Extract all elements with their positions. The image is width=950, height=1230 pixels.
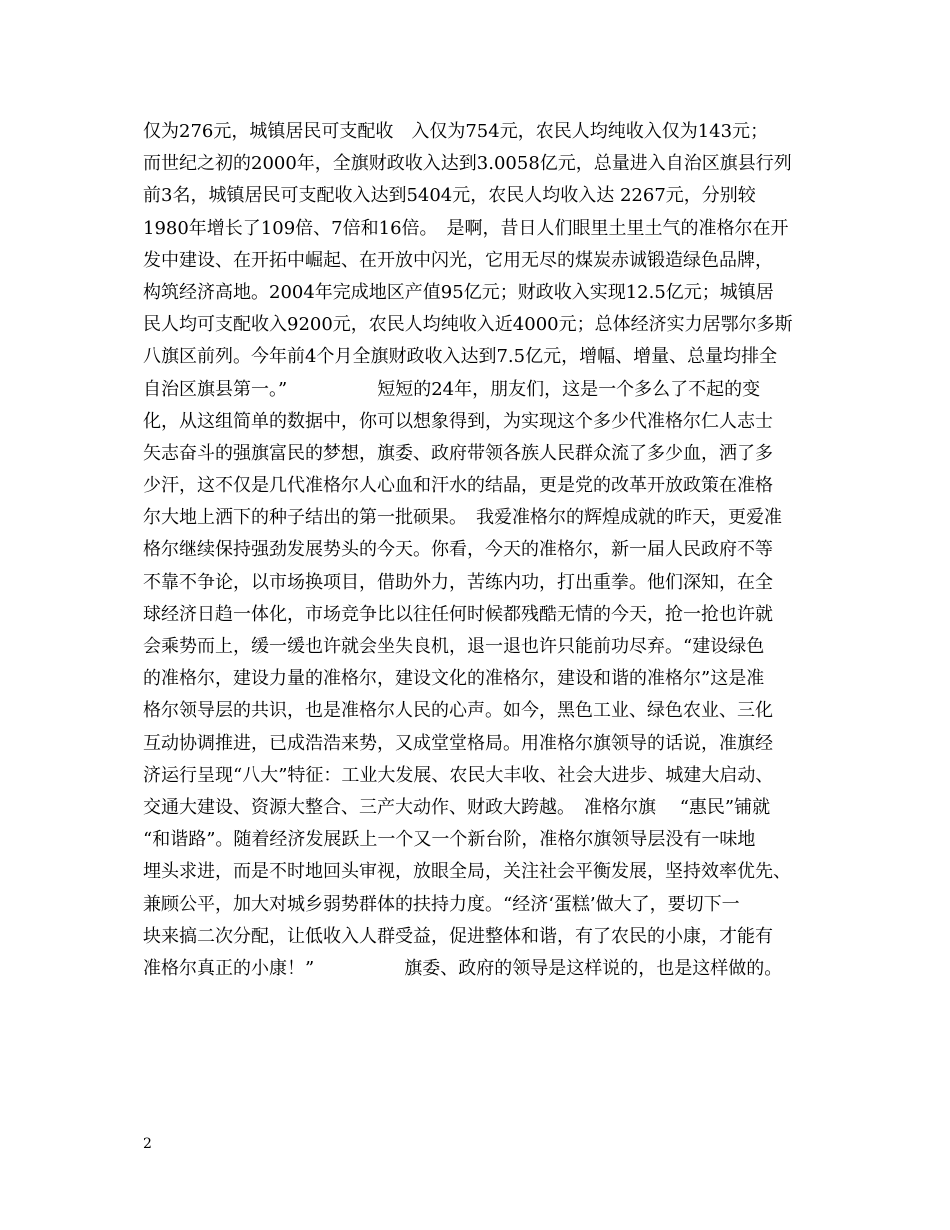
text-line: 少汗，这不仅是几代准格尔人心血和汗水的结晶，更是党的改革开放政策在准格 bbox=[143, 475, 773, 497]
text-line: 球经济日趋一体化，市场竞争比以往任何时候都残酷无情的今天，抢一抢也许就 bbox=[143, 603, 773, 625]
text-line: 矢志奋斗的强旗富民的梦想，旗委、政府带领各族人民群众流了多少血，洒了多 bbox=[143, 442, 773, 464]
text-line: 格尔领导层的共识，也是准格尔人民的心声。如今，黑色工业、绿色农业、三化 bbox=[143, 700, 773, 722]
text-line: 互动协调推进，已成浩浩来势，又成堂堂格局。用准格尔旗领导的话说，准旗经 bbox=[143, 732, 773, 754]
text-line: 交通大建设、资源大整合、三产大动作、财政大跨越。 准格尔旗 “惠民”铺就 bbox=[143, 796, 771, 818]
page-number: 2 bbox=[143, 1136, 152, 1152]
text-line: 而世纪之初的2000年，全旗财政收入达到3.0058亿元，总量进入自治区旗县行列 bbox=[143, 153, 792, 175]
text-line: 的准格尔，建设力量的准格尔，建设文化的准格尔，建设和谐的准格尔”这是准 bbox=[143, 668, 765, 690]
text-line: 兼顾公平，加大对城乡弱势群体的扶持力度。“经济‘蛋糕’做大了，要切下一 bbox=[143, 893, 740, 915]
text-line: 块来搞二次分配，让低收入人群受益，促进整体和谐，有了农民的小康，才能有 bbox=[143, 925, 773, 947]
text-line: 准格尔真正的小康！” 旗委、政府的领导是这样说的，也是这样做的。 bbox=[143, 957, 783, 979]
text-line: 八旗区前列。今年前4个月全旗财政收入达到7.5亿元，增幅、增量、总量均排全 bbox=[143, 346, 778, 368]
text-line: 尔大地上洒下的种子结出的第一批硕果。 我爱准格尔的辉煌成就的昨天，更爱准 bbox=[143, 507, 782, 529]
text-line: 格尔继续保持强劲发展势头的今天。你看，今天的准格尔，新一届人民政府不等 bbox=[143, 539, 773, 561]
text-line: 发中建设、在开拓中崛起、在开放中闪光，它用无尽的煤炭赤诚锻造绿色品牌， bbox=[143, 249, 773, 271]
text-line: 构筑经济高地。2004年完成地区产值95亿元；财政收入实现12.5亿元；城镇居 bbox=[143, 281, 774, 303]
text-line: 埋头求进，而是不时地回头审视，放眼全局，关注社会平衡发展，坚持效率优先、 bbox=[143, 861, 791, 883]
text-line: 济运行呈现“八大”特征：工业大发展、农民大丰收、社会大进步、城建大启动、 bbox=[143, 764, 774, 786]
body-text bbox=[143, 116, 843, 985]
text-line: 前3名，城镇居民可支配收入达到5404元，农民人均收入达 2267元，分别较 bbox=[143, 185, 756, 207]
text-line: “和谐路”。随着经济发展跃上一个又一个新台阶，准格尔旗领导层没有一味地 bbox=[143, 829, 756, 851]
text-line: 1980年增长了109倍、7倍和16倍。 是啊，昔日人们眼里土里土气的准格尔在开 bbox=[143, 217, 789, 239]
text-line: 会乘势而上，缓一缓也许就会坐失良机，退一退也许只能前功尽弃。“建设绿色 bbox=[143, 636, 765, 657]
text-line: 不靠不争论，以市场换项目，借助外力，苦练内功，打出重拳。他们深知，在全 bbox=[143, 571, 773, 593]
text-line: 仅为276元，城镇居民可支配收 入仅为754元，农民人均纯收入仅为143元； bbox=[143, 121, 769, 142]
text-line: 自治区旗县第一。” 短短的24年，朋友们，这是一个多么了不起的变 bbox=[143, 378, 761, 400]
text-line: 民人均可支配收入9200元，农民人均纯收入近4000元；总体经济实力居鄂尔多斯 bbox=[143, 314, 793, 336]
text-line: 化，从这组简单的数据中，你可以想象得到，为实现这个多少代准格尔仁人志士 bbox=[143, 410, 773, 432]
